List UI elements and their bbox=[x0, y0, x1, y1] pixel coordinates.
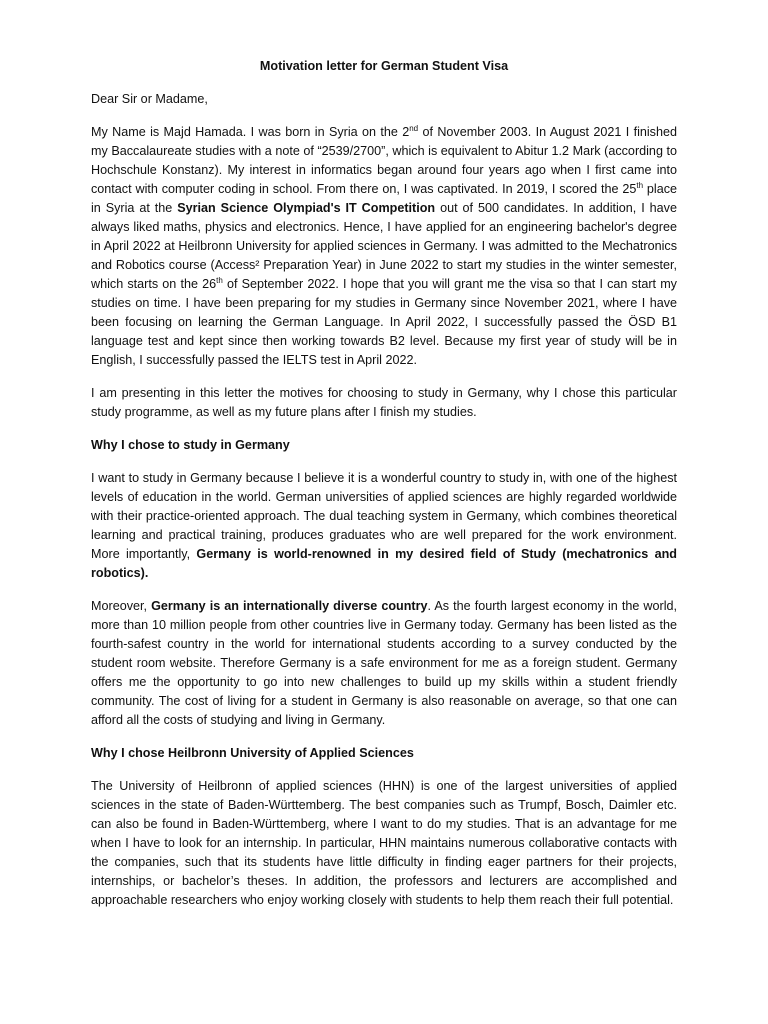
intro-paragraph bbox=[91, 123, 677, 370]
purpose-paragraph: I am presenting in this letter the motives for choosing to study in Germany, why I chose this particular study programme, as well as my future plans after I finish my studies. bbox=[91, 386, 677, 419]
letter-title: Motivation letter for German Student Visa bbox=[259, 59, 509, 73]
intro-text-3: place in Syria at the bbox=[91, 182, 677, 215]
intro-text-4: out of 500 candidates. In addition, I have always liked maths, physics and electronics. Hence, I have applied for an engineering bachelor's degree in April 2022 at Heilbronn University for applied sciences in Germany. I was admitted to the Mechatronics and Robotics course (Access² Preparation Year) in June 2022 to start my studies in the winter semester, which starts on the 26 bbox=[91, 201, 677, 291]
germany-paragraph-2 bbox=[91, 597, 677, 730]
intro-sup-2: th bbox=[636, 180, 644, 190]
olympiad-bold: Syrian Science Olympiad's IT Competition bbox=[177, 201, 436, 215]
section-heading-germany: Why I chose to study in Germany bbox=[91, 438, 290, 452]
germany-p2-text-b: . As the fourth largest economy in the world, more than 10 million people from other countries live in Germany today. Germany has been listed as the fourth-safest country in the world for international students according to a survey conducted by the student room website. Therefore Germany is a safe environment for me as a foreign student. Germany offers me the opportunity to go into new challenges to build up my skills within a student friendly community. The cost of living for a student in Germany is also reasonable on average, so that one can afford all the costs of studying and living in Germany. bbox=[91, 599, 677, 727]
intro-text-2: of November 2003. In August 2021 I finished my Baccalaureate studies with a note of “2539/2700”, which is equivalent to Abitur 1.2 Mark (according to Hochschule Konstanz). My interest in informatics began around four years ago when I first came into contact with computer coding in school. From there on, I was captivated. In 2019, I scored the 25 bbox=[91, 125, 677, 196]
germany-p2-text-a: Moreover, bbox=[91, 599, 152, 613]
heilbronn-paragraph: The University of Heilbronn of applied sciences (HHN) is one of the largest universities of applied sciences in the state of Baden-Württemberg. The best companies such as Trumpf, Bosch, Daimler etc. can also be found in Baden-Württemberg, where I want to do my studies. That is an advantage for me when I have to look for an internship. In particular, HHN maintains numerous collaborative contacts with the companies, such that its students have little difficulty in finding eager partners for their projects, internships, or bachelor’s theses. In addition, the professors and lecturers are accomplished and approachable researchers who enjoy working closely with students to help them reach their full potential. bbox=[91, 779, 677, 907]
germany-p1-text: I want to study in Germany because I believe it is a wonderful country to study in, with one of the highest levels of education in the world. German universities of applied sciences are highly regarded worldwide with their practice-oriented approach. The dual teaching system in Germany, which combines theoretical learning and practical training, produces graduates who are well prepared for the work environment. More importantly, bbox=[91, 471, 677, 561]
intro-sup-1: nd bbox=[409, 123, 419, 133]
intro-text-1: My Name is Majd Hamada. I was born in Syria on the 2 bbox=[91, 125, 410, 139]
section-heading-heilbronn: Why I chose Heilbronn University of Applied Sciences bbox=[91, 746, 414, 760]
germany-p2-bold: Germany is an internationally diverse country bbox=[151, 599, 428, 613]
intro-text-5: of September 2022. I hope that you will grant me the visa so that I can start my studies on time. I have been preparing for my studies in Germany since November 2021, where I have been focusing on learning the German Language. In April 2022, I successfully passed the ÖSD B1 language test and kept since then working towards B2 level. Because my first year of study will be in English, I successfully passed the IELTS test in April 2022. bbox=[91, 277, 677, 367]
germany-paragraph-1 bbox=[91, 469, 677, 583]
letter-body bbox=[91, 57, 677, 924]
intro-sup-3: th bbox=[216, 275, 223, 285]
germany-p1-bold: Germany is world-renowned in my desired field of Study (mechatronics and robotics). bbox=[91, 547, 677, 580]
salutation: Dear Sir or Madame, bbox=[91, 92, 208, 106]
